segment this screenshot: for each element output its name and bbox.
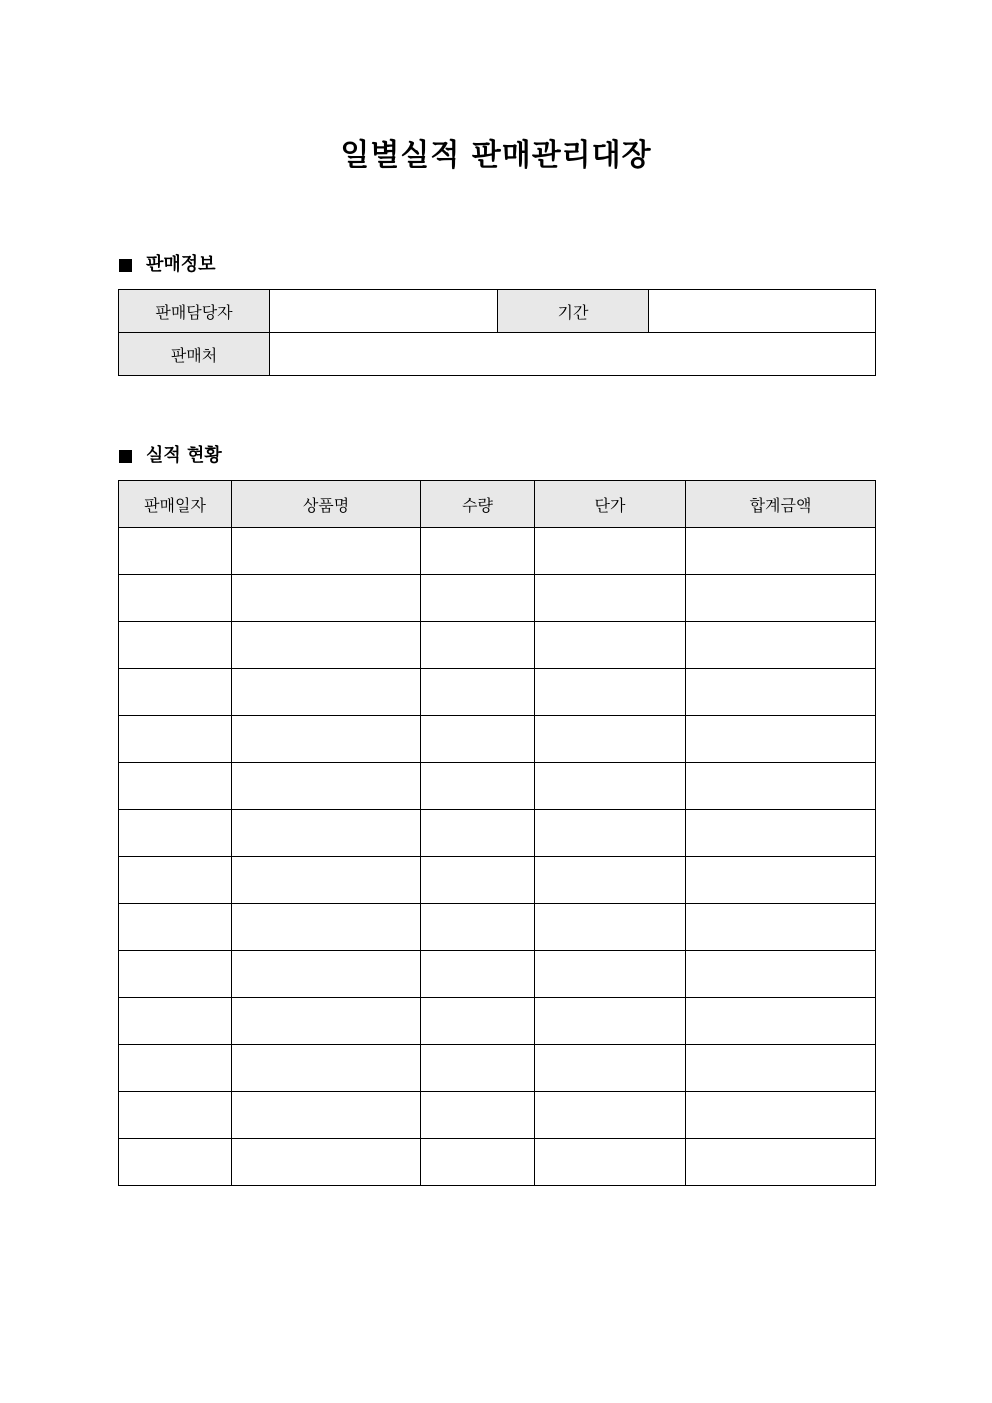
total-amount-cell[interactable] <box>686 1045 876 1092</box>
product-name-cell[interactable] <box>232 810 421 857</box>
col-header-product-name: 상품명 <box>232 481 421 528</box>
unit-price-cell[interactable] <box>535 763 686 810</box>
header-row <box>119 481 876 528</box>
col-header-sale-date: 판매일자 <box>119 481 232 528</box>
quantity-cell[interactable] <box>421 575 535 622</box>
sales-info-heading-text: 판매정보 <box>146 254 216 275</box>
total-amount-cell[interactable] <box>686 904 876 951</box>
product-name-cell[interactable] <box>232 857 421 904</box>
page-title: 일별실적 판매관리대장 <box>340 138 652 173</box>
table-row <box>119 575 876 622</box>
seller-label: 판매처 <box>119 333 270 376</box>
manager-label: 판매담당자 <box>119 290 270 333</box>
table-row <box>119 998 876 1045</box>
sale-date-cell[interactable] <box>119 951 232 998</box>
sale-date-cell[interactable] <box>119 1045 232 1092</box>
product-name-cell[interactable] <box>232 669 421 716</box>
sale-date-cell[interactable] <box>119 716 232 763</box>
col-header-unit-price: 단가 <box>535 481 686 528</box>
unit-price-cell[interactable] <box>535 669 686 716</box>
sale-date-cell[interactable] <box>119 1139 232 1186</box>
quantity-cell[interactable] <box>421 528 535 575</box>
unit-price-cell[interactable] <box>535 622 686 669</box>
unit-price-cell[interactable] <box>535 1139 686 1186</box>
unit-price-cell[interactable] <box>535 857 686 904</box>
unit-price-cell[interactable] <box>535 951 686 998</box>
sale-date-cell[interactable] <box>119 998 232 1045</box>
sale-date-cell[interactable] <box>119 1092 232 1139</box>
sale-date-cell[interactable] <box>119 763 232 810</box>
product-name-cell[interactable] <box>232 998 421 1045</box>
square-bullet-icon <box>119 450 132 463</box>
sales-info-heading <box>119 253 216 277</box>
quantity-cell[interactable] <box>421 951 535 998</box>
product-name-cell[interactable] <box>232 951 421 998</box>
total-amount-cell[interactable] <box>686 528 876 575</box>
product-name-cell[interactable] <box>232 904 421 951</box>
total-amount-cell[interactable] <box>686 763 876 810</box>
quantity-cell[interactable] <box>421 622 535 669</box>
product-name-cell[interactable] <box>232 528 421 575</box>
quantity-cell[interactable] <box>421 904 535 951</box>
table-row <box>119 1045 876 1092</box>
period-field[interactable] <box>649 290 876 333</box>
table-row <box>119 1139 876 1186</box>
product-name-cell[interactable] <box>232 1045 421 1092</box>
product-name-cell[interactable] <box>232 622 421 669</box>
unit-price-cell[interactable] <box>535 575 686 622</box>
quantity-cell[interactable] <box>421 810 535 857</box>
sale-date-cell[interactable] <box>119 669 232 716</box>
unit-price-cell[interactable] <box>535 1045 686 1092</box>
unit-price-cell[interactable] <box>535 716 686 763</box>
quantity-cell[interactable] <box>421 716 535 763</box>
total-amount-cell[interactable] <box>686 998 876 1045</box>
product-name-cell[interactable] <box>232 1092 421 1139</box>
quantity-cell[interactable] <box>421 998 535 1045</box>
unit-price-cell[interactable] <box>535 810 686 857</box>
table-row <box>119 857 876 904</box>
quantity-cell[interactable] <box>421 669 535 716</box>
table-row <box>119 716 876 763</box>
sale-date-cell[interactable] <box>119 622 232 669</box>
table-row <box>119 810 876 857</box>
sale-date-cell[interactable] <box>119 528 232 575</box>
total-amount-cell[interactable] <box>686 1139 876 1186</box>
unit-price-cell[interactable] <box>535 1092 686 1139</box>
total-amount-cell[interactable] <box>686 951 876 998</box>
total-amount-cell[interactable] <box>686 622 876 669</box>
performance-table-body <box>119 528 876 1186</box>
total-amount-cell[interactable] <box>686 1092 876 1139</box>
table-row <box>119 669 876 716</box>
product-name-cell[interactable] <box>232 763 421 810</box>
quantity-cell[interactable] <box>421 763 535 810</box>
product-name-cell[interactable] <box>232 716 421 763</box>
col-header-quantity: 수량 <box>421 481 535 528</box>
col-header-total-amount: 합계금액 <box>686 481 876 528</box>
total-amount-cell[interactable] <box>686 857 876 904</box>
square-bullet-icon <box>119 259 132 272</box>
quantity-cell[interactable] <box>421 857 535 904</box>
unit-price-cell[interactable] <box>535 528 686 575</box>
table-row <box>119 763 876 810</box>
total-amount-cell[interactable] <box>686 575 876 622</box>
sale-date-cell[interactable] <box>119 904 232 951</box>
unit-price-cell[interactable] <box>535 998 686 1045</box>
sale-date-cell[interactable] <box>119 575 232 622</box>
table-row <box>119 904 876 951</box>
seller-field[interactable] <box>270 333 876 376</box>
product-name-cell[interactable] <box>232 1139 421 1186</box>
unit-price-cell[interactable] <box>535 904 686 951</box>
performance-table <box>118 480 876 1186</box>
sales-info-table <box>118 289 876 376</box>
product-name-cell[interactable] <box>232 575 421 622</box>
total-amount-cell[interactable] <box>686 810 876 857</box>
table-row <box>119 622 876 669</box>
total-amount-cell[interactable] <box>686 669 876 716</box>
period-label: 기간 <box>498 290 649 333</box>
performance-heading <box>119 444 222 468</box>
table-row <box>119 951 876 998</box>
quantity-cell[interactable] <box>421 1139 535 1186</box>
table-row <box>119 1092 876 1139</box>
quantity-cell[interactable] <box>421 1092 535 1139</box>
sale-date-cell[interactable] <box>119 857 232 904</box>
performance-heading-text: 실적 현황 <box>146 445 222 466</box>
sale-date-cell[interactable] <box>119 810 232 857</box>
manager-field[interactable] <box>270 290 498 333</box>
table-row <box>119 528 876 575</box>
quantity-cell[interactable] <box>421 1045 535 1092</box>
total-amount-cell[interactable] <box>686 716 876 763</box>
